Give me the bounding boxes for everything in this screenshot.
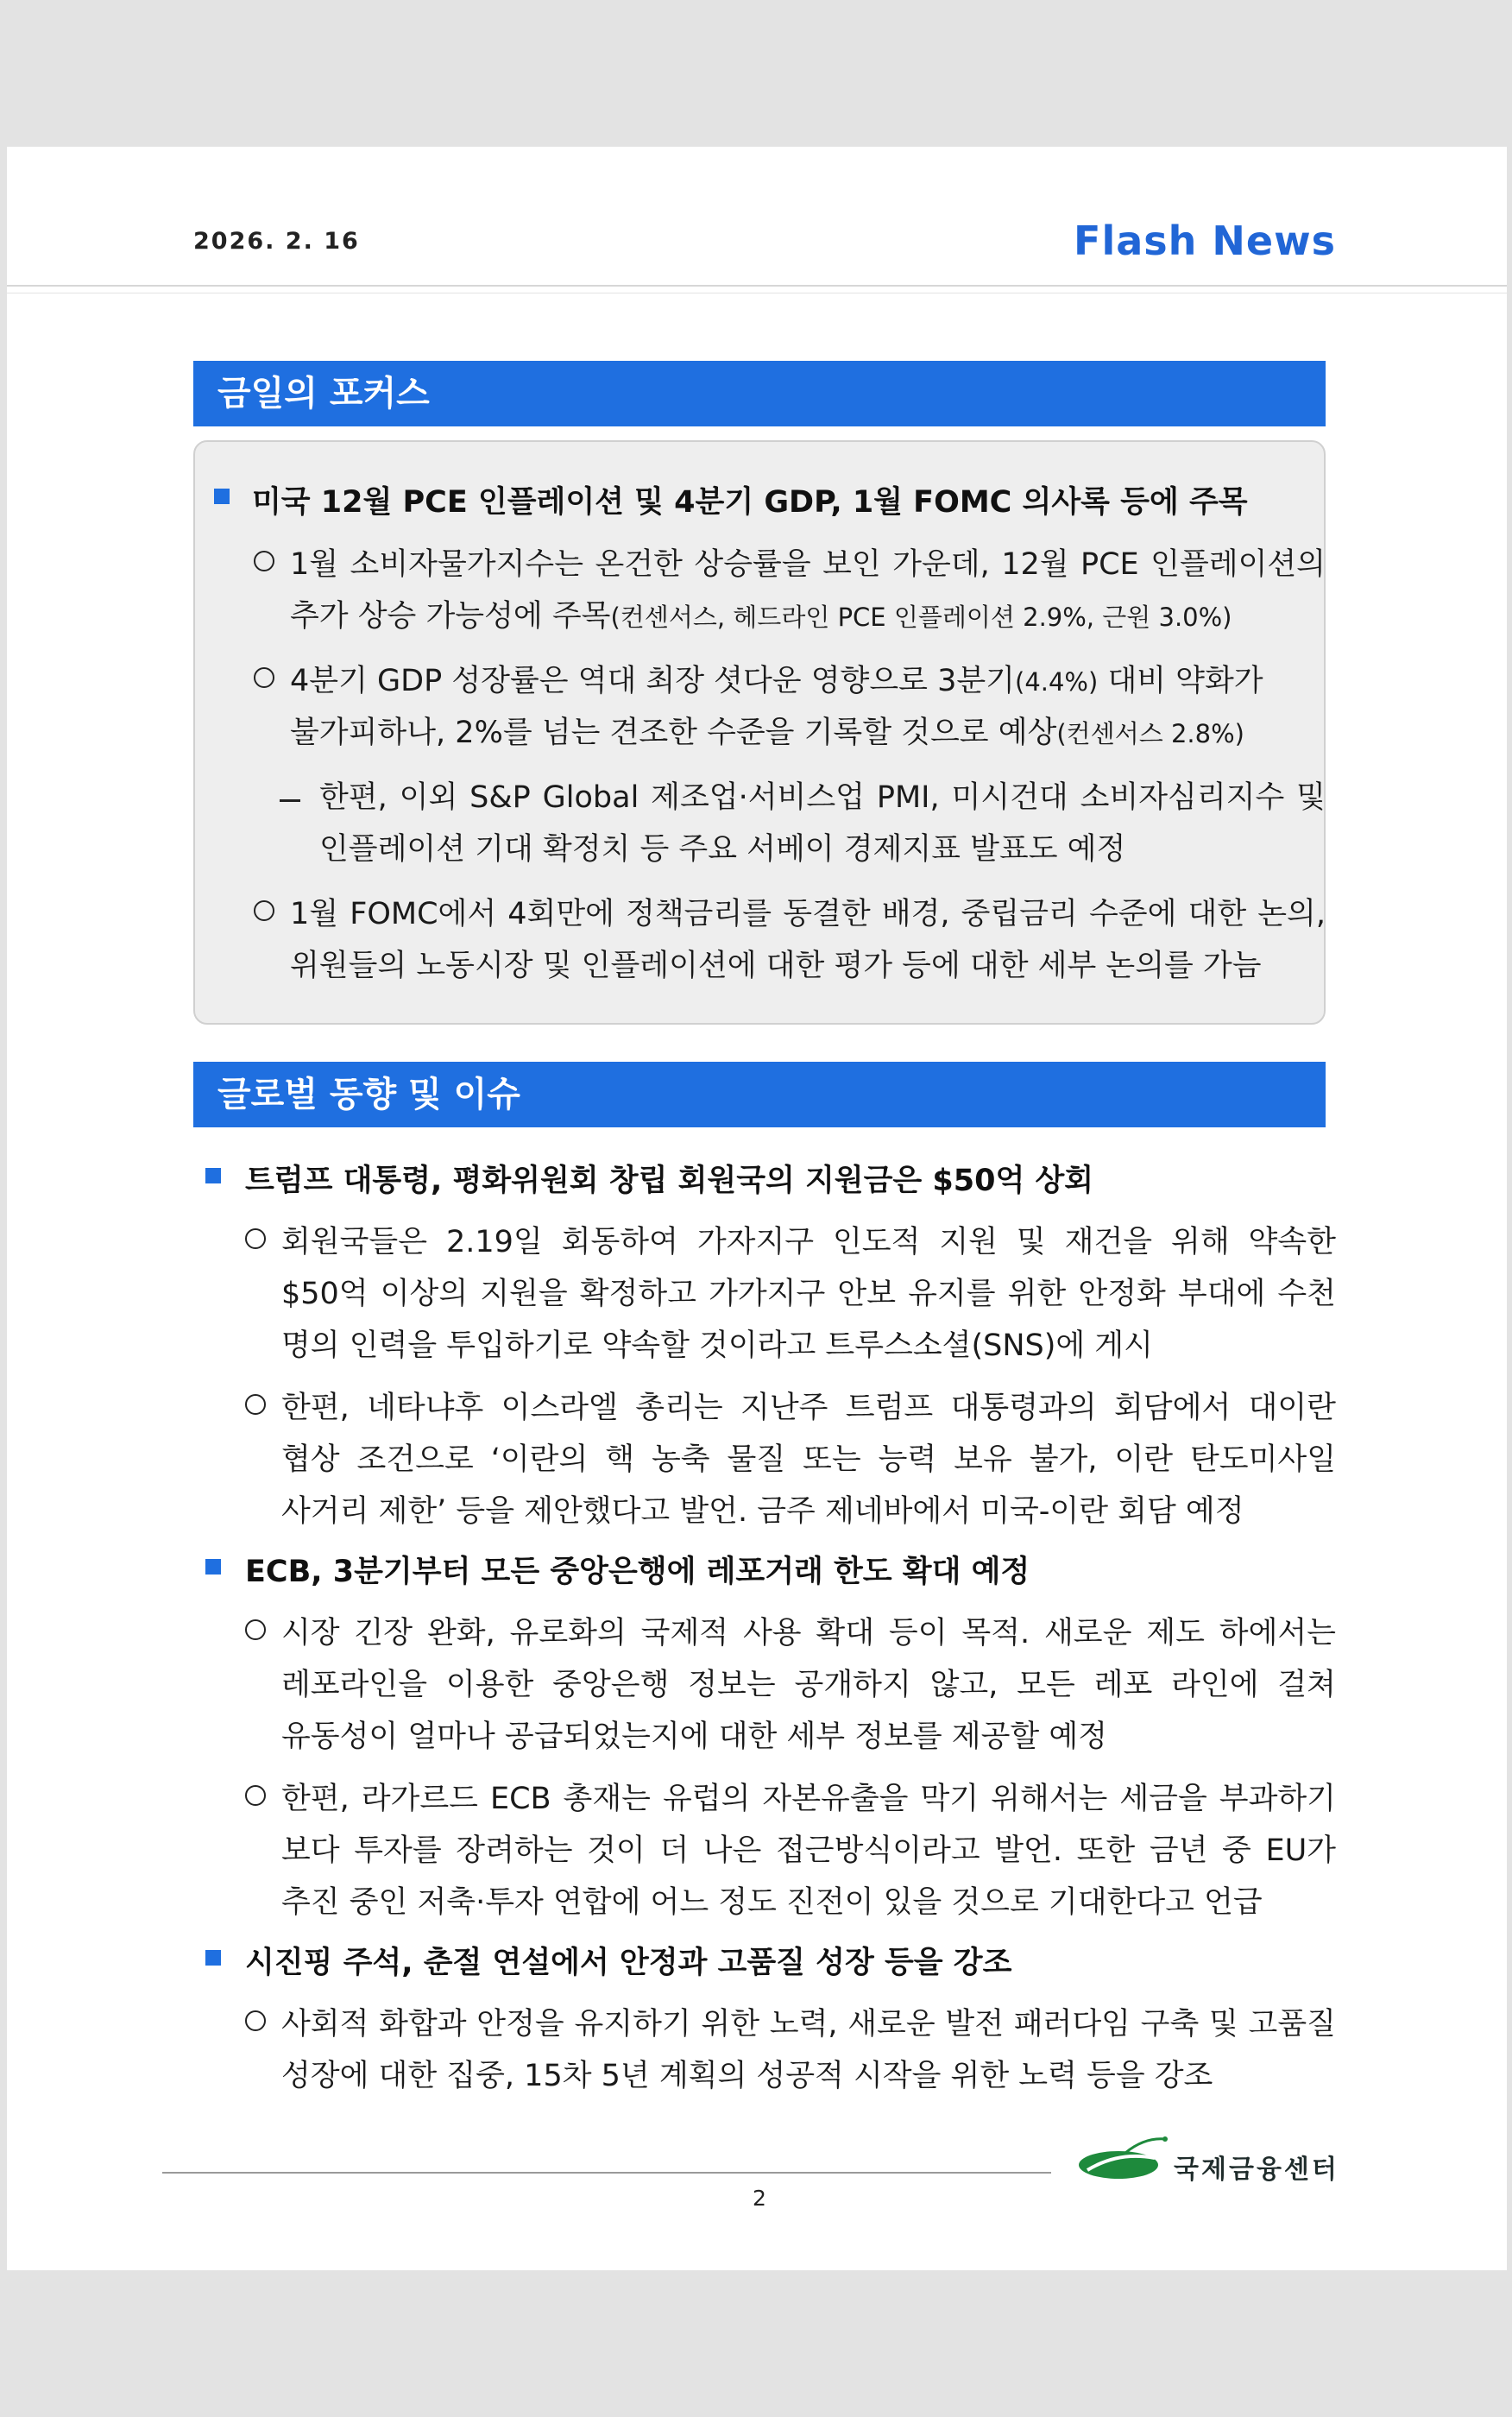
topic-3-headline: 시진핑 주석, 춘절 연설에서 안정과 고품질 성장 등을 강조 xyxy=(245,1946,1012,1980)
focus-item-3-line-2: 인플레이션 기대 확정치 등 주요 서베이 경제지표 발표도 예정 xyxy=(319,832,1126,867)
topic-2-item-1-line-2: 레포라인을 이용한 중앙은행 정보는 공개하지 않고, 모든 레포 라인에 걸쳐 xyxy=(281,1668,1336,1702)
topic-2-item-2-line-1: 한편, 라가르드 ECB 총재는 유럽의 자본유출을 막기 위해서는 세금을 부과하기 xyxy=(281,1782,1336,1816)
circle-bullet-icon xyxy=(245,1619,266,1640)
topic-1-item-2-line-2: 협상 조건으로 ‘이란의 핵 농축 물질 또는 능력 보유 불가, 이란 탄도미사일 xyxy=(281,1442,1336,1477)
square-bullet-icon xyxy=(205,1559,221,1575)
square-bullet-icon xyxy=(205,1168,221,1183)
topic-1-item-2-line-1: 한편, 네타냐후 이스라엘 총리는 지난주 트럼프 대통령과의 회담에서 대이란 xyxy=(281,1391,1336,1425)
topic-2-item-2-line-2: 보다 투자를 장려하는 것이 더 나은 접근방식이라고 발언. 또한 금년 중 EU가 xyxy=(281,1833,1336,1868)
focus-item-1-line-1: 1월 소비자물가지수는 온건한 상승률을 보인 가운데, 12월 PCE 인플레이션의 xyxy=(290,547,1326,582)
document-page xyxy=(7,147,1507,2270)
global-section-title: 글로벌 동향 및 이슈 xyxy=(193,1062,1326,1127)
focus-headline: 미국 12월 PCE 인플레이션 및 4분기 GDP, 1월 FOMC 의사록 등에 주목 xyxy=(252,485,1248,520)
circle-bullet-icon xyxy=(254,667,274,688)
header-divider xyxy=(7,285,1507,287)
circle-bullet-icon xyxy=(245,2010,266,2031)
topic-3-item-1-line-2: 성장에 대한 집중, 15차 5년 계획의 성공적 시작을 위한 노력 등을 강조 xyxy=(281,2059,1213,2093)
focus-item-1-line-2: 추가 상승 가능성에 주목(컨센서스, 헤드라인 PCE 인플레이션 2.9%, 근원 3.0%) xyxy=(290,599,1232,634)
dash-bullet-icon xyxy=(280,799,300,802)
focus-item-4-line-1: 1월 FOMC에서 4회만에 정책금리를 동결한 배경, 중립금리 수준에 대한 논의, xyxy=(290,897,1326,931)
footer-divider xyxy=(162,2172,1051,2174)
focus-item-2-line-1: 4분기 GDP 성장률은 역대 최장 셧다운 영향으로 3분기(4.4%) 대비 약화가 xyxy=(290,664,1263,698)
topic-1-item-1-line-2: $50억 이상의 지원을 확정하고 가가지구 안보 유지를 위한 안정화 부대에 수천 xyxy=(281,1277,1336,1311)
topic-1-item-1-line-1: 회원국들은 2.19일 회동하여 가자지구 인도적 지원 및 재건을 위해 약속한 xyxy=(281,1225,1336,1259)
focus-section-title: 금일의 포커스 xyxy=(193,361,1326,426)
org-name: 국제금융센터 xyxy=(1174,2155,1339,2185)
square-bullet-icon xyxy=(205,1950,221,1966)
topic-1-headline: 트럼프 대통령, 평화위원회 창립 회원국의 지원금은 $50억 상회 xyxy=(245,1164,1094,1198)
page-number: 2 xyxy=(753,2186,766,2211)
topic-2-item-1-line-3: 유동성이 얼마나 공급되었는지에 대한 세부 정보를 제공할 예정 xyxy=(281,1720,1107,1754)
circle-bullet-icon xyxy=(245,1228,266,1249)
circle-bullet-icon xyxy=(254,551,274,571)
report-title: Flash News xyxy=(1074,218,1336,264)
focus-item-3-line-1: 한편, 이외 S&P Global 제조업·서비스업 PMI, 미시건대 소비자심리지수 및 xyxy=(319,780,1326,815)
topic-1-item-2-line-3: 사거리 제한’ 등을 제안했다고 발언. 금주 제네바에서 미국-이란 회담 예정 xyxy=(281,1494,1244,1529)
topic-3-item-1-line-1: 사회적 화합과 안정을 유지하기 위한 노력, 새로운 발전 패러다임 구축 및 고품질 xyxy=(281,2007,1336,2042)
focus-item-2-line-2: 불가피하나, 2%를 넘는 견조한 수준을 기록할 것으로 예상(컨센서스 2.8%) xyxy=(290,716,1244,750)
topic-2-headline: ECB, 3분기부터 모든 중앙은행에 레포거래 한도 확대 예정 xyxy=(245,1555,1030,1589)
focus-item-4-line-2: 위원들의 노동시장 및 인플레이션에 대한 평가 등에 대한 세부 논의를 가늠 xyxy=(290,949,1262,983)
topic-1-item-1-line-3: 명의 인력을 투입하기로 약속할 것이라고 트루스소셜(SNS)에 게시 xyxy=(281,1328,1153,1363)
square-bullet-icon xyxy=(214,489,230,504)
report-date: 2026. 2. 16 xyxy=(193,228,360,255)
kcif-logo-icon xyxy=(1075,2132,1170,2187)
topic-2-item-1-line-1: 시장 긴장 완화, 유로화의 국제적 사용 확대 등이 목적. 새로운 제도 하에서는 xyxy=(281,1616,1336,1650)
topic-2-item-2-line-3: 추진 중인 저축·투자 연합에 어느 정도 진전이 있을 것으로 기대한다고 언급 xyxy=(281,1885,1263,1920)
circle-bullet-icon xyxy=(245,1394,266,1415)
circle-bullet-icon xyxy=(245,1785,266,1806)
circle-bullet-icon xyxy=(254,900,274,921)
